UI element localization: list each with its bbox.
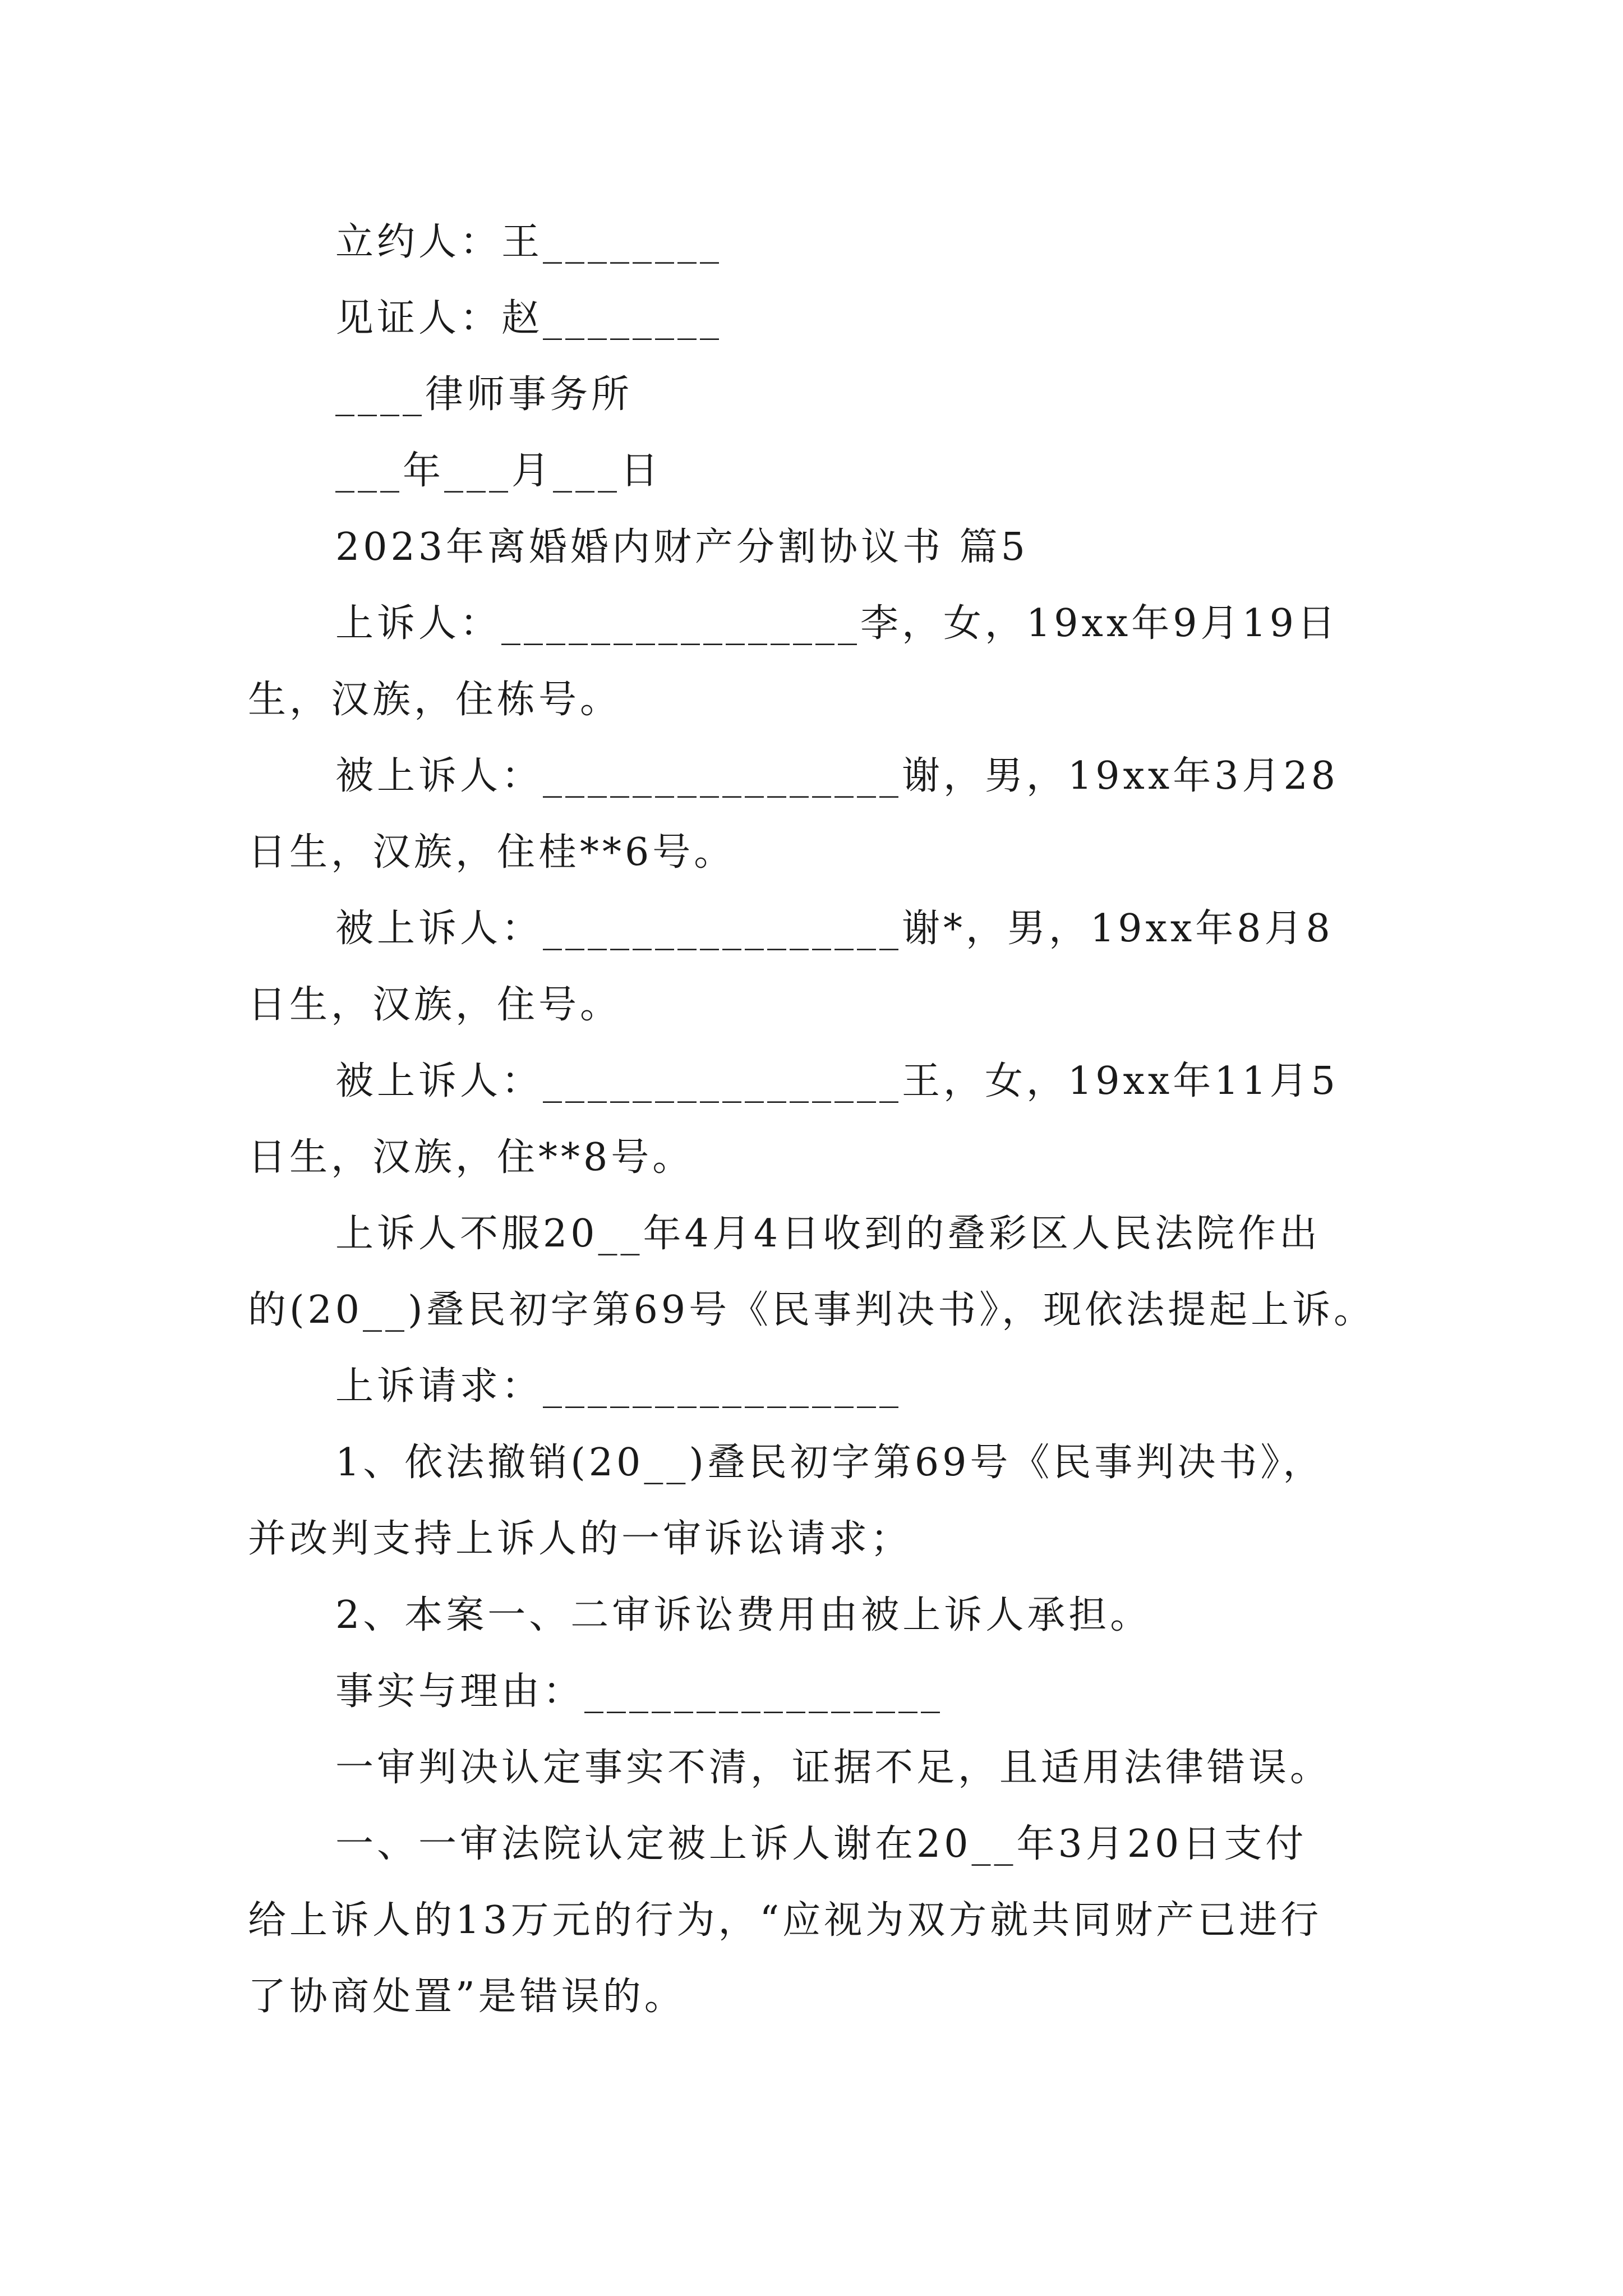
request-1: 1、依法撤销(20__)叠民初字第69号《民事判决书》， bbox=[335, 1441, 1325, 1485]
facts-summary: 一审判决认定事实不清，证据不足，且适用法律错误。 bbox=[335, 1746, 1332, 1790]
law-firm-line: ____律师事务所 bbox=[335, 372, 633, 417]
appellant-line-cont: 生，汉族，住栋号。 bbox=[248, 678, 622, 722]
appeal-requests-heading: 上诉请求：________________ bbox=[335, 1364, 902, 1409]
request-1-cont: 并改判支持上诉人的一审诉讼请求； bbox=[248, 1517, 912, 1561]
signatory-line: 立约人：王________ bbox=[335, 220, 723, 264]
appellee-2-line-cont: 日生，汉族，住号。 bbox=[248, 983, 622, 1027]
request-2: 2、本案一、二审诉讼费用由被上诉人承担。 bbox=[335, 1593, 1152, 1637]
appellee-3-line: 被上诉人：________________王，女，19xx年11月5 bbox=[335, 1059, 1339, 1103]
appellant-line: 上诉人：________________李，女，19xx年9月19日 bbox=[335, 601, 1339, 646]
appeal-statement: 上诉人不服20__年4月4日收到的叠彩区人民法院作出 bbox=[335, 1212, 1321, 1256]
reason-1-cont-2: 了协商处置”是错误的。 bbox=[248, 1975, 686, 2019]
reason-1: 一、一审法院认定被上诉人谢在20__年3月20日支付 bbox=[335, 1822, 1307, 1866]
appellee-3-line-cont: 日生，汉族，住**8号。 bbox=[248, 1135, 694, 1180]
date-line: ___年___月___日 bbox=[335, 449, 662, 493]
appellee-1-line-cont: 日生，汉族，住桂**6号。 bbox=[248, 830, 736, 875]
section-title: 2023年离婚婚内财产分割协议书 篇5 bbox=[335, 525, 1029, 569]
reason-1-cont: 给上诉人的13万元的行为，“应视为双方就共同财产已进行 bbox=[248, 1898, 1322, 1943]
appellee-2-line: 被上诉人：________________谢*，男，19xx年8月8 bbox=[335, 907, 1334, 951]
appeal-statement-cont: 的(20__)叠民初字第69号《民事判决书》，现依法提起上诉。 bbox=[248, 1288, 1376, 1332]
appellee-1-line: 被上诉人：________________谢，男，19xx年3月28 bbox=[335, 754, 1339, 798]
witness-line: 见证人：赵________ bbox=[335, 296, 723, 341]
facts-reasons-heading: 事实与理由：________________ bbox=[335, 1669, 944, 1714]
